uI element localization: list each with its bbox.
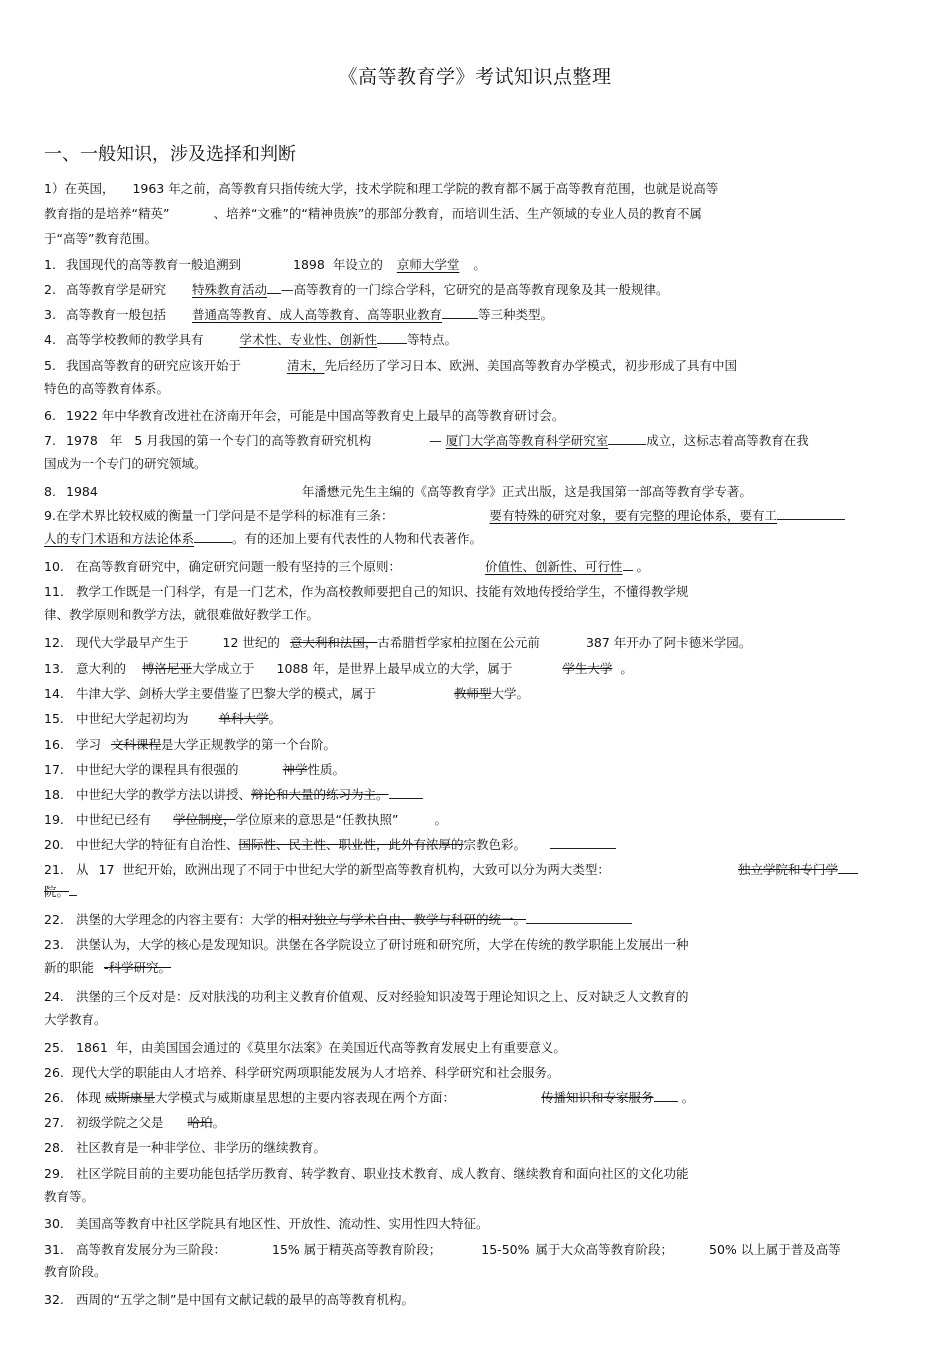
list-item-continued	[44, 456, 207, 472]
item-number: 2.	[44, 282, 56, 297]
intro-text: 、培养“文雅”的“精神贵族”的那部分教育，而培训生活、生产领域的专业人员的教育不属	[213, 206, 702, 221]
list-item	[44, 307, 553, 323]
item-number: 21.	[44, 862, 64, 877]
item-text: 美国高等教育中社区学院具有地区性、开放性、流动性、实用性四大特征。	[76, 1216, 489, 1231]
intro-text: 于“高等”教育范围。	[44, 231, 157, 246]
list-item	[44, 408, 564, 424]
item-text: 15-50%	[481, 1242, 530, 1257]
list-item	[44, 584, 689, 600]
item-text: 年，由美国国会通过的《莫里尔法案》在美国近代高等教育发展史上有重要意义。	[115, 1040, 566, 1055]
item-text: 387 年开办了阿卡德米学园。	[585, 635, 752, 650]
item-text: 性质。	[307, 762, 346, 777]
item-text: 。有的还加上要有代表性的人物和代表著作。	[232, 531, 483, 546]
item-number: 22.	[44, 912, 64, 927]
item-number: 12.	[44, 635, 64, 650]
item-number: 19.	[44, 812, 64, 827]
item-number: 1.	[44, 257, 56, 272]
list-item	[44, 635, 751, 651]
item-text: 意大利的	[76, 661, 127, 676]
list-item	[44, 762, 345, 778]
answer-text: 神学	[282, 762, 308, 777]
answer-text: 院。	[44, 884, 70, 899]
answer-text: 博洛尼亚	[142, 661, 193, 676]
item-text: 现代大学最早产生于	[76, 635, 189, 650]
item-text: 我国现代的高等教育一般追溯到	[66, 257, 242, 272]
intro-line-1	[44, 181, 718, 197]
list-item	[44, 1140, 326, 1156]
item-text: 。	[636, 559, 650, 574]
answer-text: 威斯康星	[105, 1090, 156, 1105]
answer-text: 价值性、创新性、可行性	[485, 559, 623, 574]
list-item	[44, 257, 486, 273]
item-text: 5 月我国的第一个专门的高等教育研究机构	[134, 433, 372, 448]
item-text: 教育阶段。	[44, 1264, 107, 1279]
item-text: 特色的高等教育体系。	[44, 381, 170, 396]
item-text: 学习	[76, 737, 102, 752]
item-number: 11.	[44, 584, 64, 599]
item-number: 29.	[44, 1166, 64, 1181]
answer-text: 教师型	[454, 686, 492, 701]
item-text: 大学。	[491, 686, 530, 701]
item-number: 26.	[44, 1065, 64, 1080]
item-text: 50% 以上属于普及高等	[709, 1242, 841, 1257]
item-number: 26.	[44, 1090, 64, 1105]
list-item	[44, 508, 845, 524]
answer-text: 单科大学	[218, 711, 269, 726]
answer-text: 厦门大学高等教育科学研究室	[445, 433, 609, 448]
answer-text: 学位制度，	[173, 812, 236, 827]
answer-text: 学术性、专业性、创新性	[239, 332, 378, 347]
item-text: 1978	[66, 433, 98, 448]
item-number: 5.	[44, 358, 56, 373]
item-text: 大学教育。	[44, 1012, 107, 1027]
item-text: 高等教育学是研究	[66, 282, 167, 297]
list-item	[44, 937, 689, 953]
item-number: 7.	[44, 433, 56, 448]
item-text: 。	[620, 661, 633, 676]
intro-text: 教育指的是培养“精英”	[44, 206, 170, 221]
item-text: 我国高等教育的研究应该开始于	[66, 358, 242, 373]
item-number: 16.	[44, 737, 64, 752]
intro-line-3	[44, 231, 157, 247]
item-text: 15% 属于精英高等教育阶段；	[272, 1242, 442, 1257]
item-text: 从	[76, 862, 89, 877]
document-title: 《高等教育学》考试知识点整理	[338, 66, 612, 88]
item-text: 洪堡的三个反对是：反对肤浅的功利主义教育价值观、反对经验知识凌驾于理论知识之上、反对缺乏人文教育的	[76, 989, 689, 1004]
item-text: 国成为一个专门的研究领域。	[44, 456, 207, 471]
item-text: 1088 年，是世界上最早成立的大学，属于	[276, 661, 513, 676]
item-text: 成立，这标志着高等教育在我	[646, 433, 809, 448]
answer-text: 京师大学堂	[396, 257, 460, 272]
answer-text: 意大利和法国，	[289, 635, 378, 650]
list-item	[44, 812, 447, 828]
item-text: 先后经历了学习日本、欧洲、美国高等教育办学模式，初步形成了具有中国	[324, 358, 738, 373]
item-text: 律、教学原则和教学方法，就很难做好教学工作。	[44, 607, 320, 622]
item-number: 6.	[44, 408, 56, 423]
item-text: 。	[681, 1090, 695, 1105]
item-text: 年设立的	[332, 257, 383, 272]
item-text: 。	[473, 257, 486, 272]
item-text: 社区教育是一种非学位、非学历的继续教育。	[76, 1140, 327, 1155]
item-number: 8.	[44, 484, 56, 499]
list-item	[44, 1115, 225, 1131]
item-number: 15.	[44, 711, 64, 726]
item-text: 17	[98, 862, 115, 877]
list-item	[44, 661, 633, 677]
item-text: 新的职能	[44, 960, 95, 975]
item-text: 1984	[66, 484, 98, 499]
item-text: 现代大学的职能由人才培养、科学研究两项职能发展为人才培养、科学研究和社会服务。	[72, 1065, 560, 1080]
item-text: —	[429, 433, 442, 448]
item-text: 1922 年中华教育改进社在济南开年会，可能是中国高等教育史上最早的高等教育研讨会。	[66, 408, 565, 423]
list-item-continued	[44, 1189, 94, 1205]
item-text: 。	[268, 711, 282, 726]
item-text: 属于大众高等教育阶段；	[535, 1242, 673, 1257]
list-item	[44, 1292, 414, 1308]
intro-line-2	[44, 206, 702, 222]
list-item	[44, 737, 336, 753]
item-text: 中世纪大学的教学方法以讲授、	[76, 787, 252, 802]
item-number: 32.	[44, 1292, 64, 1307]
list-item-continued	[44, 1264, 107, 1280]
item-text: 。	[434, 812, 447, 827]
item-number: 28.	[44, 1140, 64, 1155]
item-text: 学位原来的意思是“任教执照”	[235, 812, 399, 827]
item-text: 年潘懋元先生主编的《高等教育学》正式出版，这是我国第一部高等教育学专著。	[301, 484, 752, 499]
item-number: 23.	[44, 937, 64, 952]
list-item	[44, 332, 457, 348]
item-text: —高等教育的一门综合学科，它研究的是高等教育现象及其一般规律。	[281, 282, 669, 297]
answer-text: 传播知识和专家服务	[541, 1090, 654, 1105]
item-text: 高等学校教师的教学具有	[66, 332, 204, 347]
section-heading: 一、一般知识，涉及选择和判断	[44, 144, 296, 165]
item-text: 大学模式与威斯康星思想的主要内容表现在两个方面：	[155, 1090, 456, 1105]
item-text: 西周的“五学之制”是中国有文献记载的最早的高等教育机构。	[76, 1292, 414, 1307]
item-number: 27.	[44, 1115, 64, 1130]
item-text: 在高等教育研究中，确定研究问题一般有坚持的三个原则：	[76, 559, 402, 574]
list-item	[44, 1242, 841, 1258]
answer-text: 清末，	[287, 358, 325, 373]
item-number: 30.	[44, 1216, 64, 1231]
item-number: 25.	[44, 1040, 64, 1055]
item-text: 洪堡认为，大学的核心是发现知识。洪堡在各学院设立了研讨班和研究所，大学在传统的教学职能上发展出一种	[76, 937, 689, 952]
item-number: 13.	[44, 661, 64, 676]
item-number: 24.	[44, 989, 64, 1004]
answer-text: -科学研究。	[104, 960, 172, 975]
list-item-continued	[44, 1012, 107, 1028]
answer-text: 人的专门术语和方法论体系	[44, 531, 195, 546]
item-text: 教育等。	[44, 1189, 95, 1204]
list-item	[44, 1216, 489, 1232]
item-number: 9.	[44, 508, 56, 523]
item-text: 中世纪已经有	[76, 812, 152, 827]
item-text: 中世纪大学起初均为	[76, 711, 189, 726]
item-text: 初级学院之父是	[76, 1115, 164, 1130]
intro-text: 1）在英国，	[44, 181, 115, 196]
list-item	[44, 837, 616, 853]
list-item	[44, 1090, 694, 1106]
item-text: 大学成立于	[192, 661, 255, 676]
answer-text: 学生大学	[562, 661, 613, 676]
item-text: 高等教育发展分为三阶段：	[76, 1242, 227, 1257]
item-text: 宗教色彩。	[463, 837, 527, 852]
item-number: 10.	[44, 559, 64, 574]
item-number: 31.	[44, 1242, 64, 1257]
list-item-continued	[44, 884, 77, 900]
answer-text: 文科课程	[111, 737, 162, 752]
answer-text: 特殊教育活动	[192, 282, 268, 297]
list-item	[44, 686, 529, 702]
item-text: 高等教育一般包括	[66, 307, 167, 322]
list-item-continued	[44, 607, 319, 623]
item-number: 3.	[44, 307, 56, 322]
answer-text: 哈珀	[187, 1115, 213, 1130]
item-text: 年	[109, 433, 123, 448]
item-number: 18.	[44, 787, 64, 802]
answer-text: 独立学院和专门学	[737, 862, 838, 877]
item-number: 17.	[44, 762, 64, 777]
item-text: 。	[212, 1115, 226, 1130]
answer-text: 普通高等教育、成人高等教育、高等职业教育	[192, 307, 443, 322]
list-item	[44, 989, 689, 1005]
list-item-continued	[44, 381, 169, 397]
item-text: 在学术界比较权威的衡量一门学问是不是学科的标准有三条：	[55, 508, 394, 523]
list-item	[44, 484, 752, 500]
item-text: 世纪开始，欧洲出现了不同于中世纪大学的新型高等教育机构，大致可以分为两大类型：	[122, 862, 610, 877]
item-text: 教学工作既是一门科学，有是一门艺术，作为高校教师要把自己的知识、技能有效地传授给学生，不懂得教学规	[76, 584, 689, 599]
list-item	[44, 1065, 560, 1081]
item-text: 社区学院目前的主要功能包括学历教育、转学教育、职业技术教育、成人教育、继续教育和面向社区的文化功能	[76, 1166, 689, 1181]
answer-text: 辩论和大量的练习为主。	[251, 787, 389, 802]
list-item	[44, 1040, 566, 1056]
item-text: 是大学正规教学的第一个台阶。	[161, 737, 337, 752]
list-item	[44, 711, 281, 727]
answer-text: 国际性、民主性、职业性，此外有浓厚的	[238, 837, 464, 852]
item-text: 中世纪大学的特征有自治性、	[76, 837, 239, 852]
item-text: 等特点。	[407, 332, 458, 347]
list-item	[44, 358, 737, 374]
list-item	[44, 1166, 689, 1182]
list-item	[44, 559, 649, 575]
intro-text: 1963 年之前，高等教育只指传统大学，技术学院和理工学院的教育都不属于高等教育范围，也就是说高等	[132, 181, 719, 196]
item-text: 1898	[293, 257, 325, 272]
list-item	[44, 433, 809, 449]
item-number: 14.	[44, 686, 64, 701]
item-text: 中世纪大学的课程具有很强的	[76, 762, 239, 777]
list-item-continued	[44, 531, 482, 547]
item-text: 古希腊哲学家柏拉图在公元前	[377, 635, 540, 650]
list-item	[44, 787, 423, 803]
item-text: 牛津大学、剑桥大学主要借鉴了巴黎大学的模式，属于	[76, 686, 377, 701]
item-text: 等三种类型。	[478, 307, 554, 322]
item-text: 1861	[76, 1040, 108, 1055]
answer-text: 要有特殊的研究对象，要有完整的理论体系，要有工	[489, 508, 777, 523]
list-item	[44, 912, 632, 928]
item-text: 体现	[76, 1090, 102, 1105]
list-item	[44, 862, 858, 878]
item-number: 4.	[44, 332, 56, 347]
answer-text: 相对独立与学术自由、教学与科研的统一。	[288, 912, 527, 927]
list-item-continued	[44, 960, 171, 976]
item-text: 12 世纪的	[222, 635, 280, 650]
item-number: 20.	[44, 837, 64, 852]
item-text: 洪堡的大学理念的内容主要有：大学的	[76, 912, 289, 927]
list-item	[44, 282, 669, 298]
